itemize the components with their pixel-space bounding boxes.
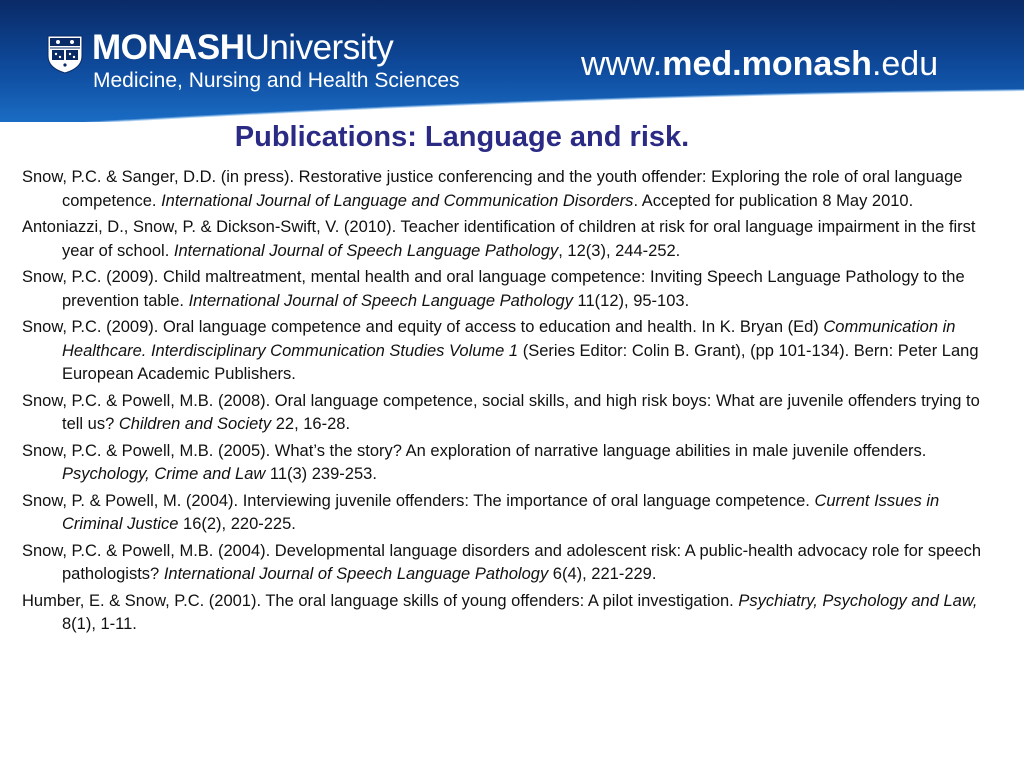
reference-details: (Series Editor: Colin B. Grant), (pp 101-134). Bern: Peter Lang European Academic Publishers.	[62, 341, 979, 383]
reference-text: Antoniazzi, D., Snow, P. & Dickson-Swift, V. (2010). Teacher identification of children at risk for oral language impairment in the first year of school.	[22, 218, 976, 260]
url-prefix: www.	[581, 45, 663, 83]
reference-text: Snow, P.C. & Powell, M.B. (2008). Oral language competence, social skills, and high risk boys: What are juvenile offenders trying to tell us?	[22, 391, 980, 433]
reference-item	[22, 316, 994, 387]
url-bold: med.monash	[662, 45, 872, 83]
reference-item	[22, 166, 994, 213]
reference-text: Snow, P. & Powell, M. (2004). Interviewing juvenile offenders: The importance of oral language competence.	[22, 491, 815, 510]
site-url	[581, 44, 938, 84]
url-suffix: .edu	[871, 45, 939, 83]
reference-source: Communication in Healthcare. Interdisciplinary Communication Studies Volume 1	[62, 318, 956, 360]
reference-details: , 12(3), 244-252.	[558, 241, 681, 260]
reference-text: Snow, P.C. & Sanger, D.D. (in press). Restorative justice conferencing and the youth offender: Exploring the role of oral language competence.	[22, 168, 963, 210]
reference-text: Snow, P.C. & Powell, M.B. (2005). What’s the story? An exploration of narrative language abilities in male juvenile offenders.	[22, 441, 927, 460]
reference-details: 8(1), 1-11.	[62, 615, 137, 633]
reference-source: International Journal of Speech Language Pathology	[163, 565, 549, 583]
reference-details: 22, 16-28.	[271, 415, 351, 433]
header-banner	[0, 0, 1024, 122]
reference-source: International Journal of Language and Communication Disorders	[161, 191, 634, 210]
monash-crest-icon	[46, 34, 84, 74]
reference-item	[22, 440, 994, 487]
reference-source: International Journal of Speech Language Pathology	[188, 291, 573, 310]
reference-details: 11(12), 95-103.	[572, 291, 690, 310]
reference-details: 6(4), 221-229.	[548, 565, 657, 583]
reference-source: International Journal of Speech Language Pathology	[173, 241, 559, 260]
slide-title	[0, 120, 924, 154]
brand-light: University	[244, 28, 394, 67]
reference-text: Snow, P.C. (2009). Oral language competence and equity of access to education and health. In K. Bryan (Ed)	[22, 318, 824, 336]
reference-details: 11(3) 239-253.	[265, 465, 377, 483]
reference-source: Psychiatry, Psychology and Law,	[738, 591, 978, 610]
reference-item	[22, 490, 994, 537]
reference-item	[22, 266, 994, 313]
reference-source: Psychology, Crime and Law	[62, 465, 266, 483]
faculty-name: Medicine, Nursing and Health Sciences	[93, 69, 460, 92]
slide-title-text: Publications: Language and risk.	[234, 121, 690, 153]
reference-item	[22, 590, 994, 637]
reference-details: . Accepted for publication 8 May 2010.	[633, 191, 914, 210]
brand-wordmark	[92, 30, 393, 66]
reference-text: Snow, P.C. (2009). Child maltreatment, mental health and oral language competence: Inviting Speech Language Pathology to the prevention table.	[22, 268, 965, 310]
reference-source: Current Issues in Criminal Justice	[62, 491, 940, 533]
reference-item	[22, 216, 994, 263]
reference-text: Humber, E. & Snow, P.C. (2001). The oral language skills of young offenders: A pilot investigation.	[22, 591, 739, 610]
reference-details: 16(2), 220-225.	[178, 515, 296, 533]
reference-item	[22, 540, 994, 587]
reference-source: Children and Society	[118, 415, 272, 433]
reference-list	[22, 166, 994, 640]
reference-text: Snow, P.C. & Powell, M.B. (2004). Developmental language disorders and adolescent risk: A public-health advocacy role for speech pathologists?	[22, 541, 982, 583]
brand-bold: MONASH	[92, 28, 245, 67]
reference-item	[22, 390, 994, 437]
